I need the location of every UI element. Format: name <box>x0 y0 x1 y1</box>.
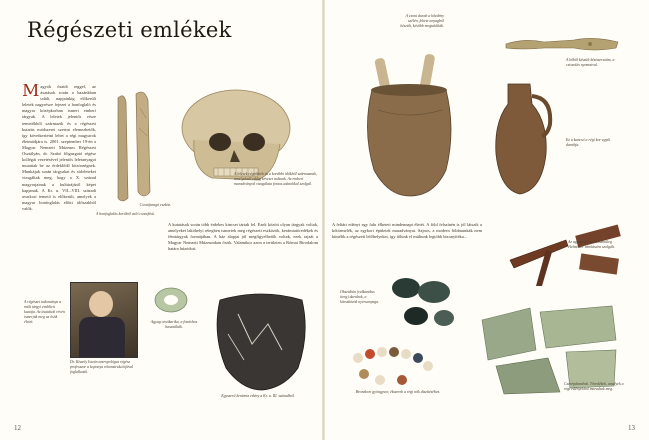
clay-ring-image <box>152 284 190 316</box>
right-column-text <box>332 222 482 270</box>
bone-tools-image <box>110 88 158 208</box>
page-number-right: 13 <box>628 424 635 432</box>
left-column-text <box>22 84 96 252</box>
researcher-face <box>89 291 113 317</box>
caption-sherds: Cserépdarabok. Töredékek, amelyek a régi edényekből maradtak meg. <box>564 382 624 391</box>
caption-skull: A leletek régebbiek és a korábbi időkből származnak, amelyekről eddig keveset tudtunk. Az emberi maradványok vizsgálata fontos adatokkal szolgál. <box>234 172 317 186</box>
caption-obsidian: Obszidián (vulkanikus üveg) darabok, a kőeszközök nyersanyaga. <box>340 290 380 304</box>
caption-person: Dr. Kiszely István antropológus régész professzor a koponya rekonstrukciójával foglalkozik. <box>70 360 134 374</box>
caption-antler: A kőből készült kéziszerszám, a csiszolás nyomaival. <box>566 58 615 67</box>
clay-pot-image <box>358 50 460 198</box>
iron-tools-image <box>506 220 626 290</box>
caption-comb: A honfoglalás korából való csontfésű. <box>96 212 155 216</box>
side-note: A régészet tudománya a múlt tárgyi emlékeit kutatja. Az ásatások révén ismerjük meg az ősök életét. <box>24 300 65 324</box>
caption-urn: Egyszerű kerámia edény a Kr. u. III. századból. <box>221 394 295 398</box>
researcher-photo <box>70 282 138 358</box>
page-gutter <box>322 0 325 440</box>
dropcap: M <box>22 84 40 101</box>
antler-tool-image <box>504 34 622 54</box>
caption-ring: Agyag orsókarika, a fonáshoz használták. <box>150 320 198 329</box>
right-paragraph: A feltárt edényt egy falu élhetett mindennapi életét. A föld felszínén is jól látszik a kőtörmelék, az egykori épületek maradványai. Sajnos, a modern földmunkák nem kímélik a régészeti lelőhelyeket, így tőlünk el múltunk legtöbb bizonyítéka... <box>332 222 482 240</box>
mid-paragraph-2: Valamikor azon a területen a Római Birodalom határa húzódott. <box>168 240 318 252</box>
caption-pot: A csont darab a kőedény szélén, fekete anyagból készült, később megtalálták. <box>400 14 444 28</box>
jug-image <box>490 74 556 198</box>
mid-paragraph-1: A kutatások során több érdekes kincset tártak fel. Ezek között olyan tárgyak voltak, amelyeket lakóhelyi rétegben ismertek meg régészeti eszközök, kerámiatöredékek és fémtárgyak formájában. A ház alapjai jól megfigyelhetők voltak, ezek rajzát a Magyar Nemzeti Múzeumban őrzik. <box>168 222 318 246</box>
left-paragraph: agyok ősatdi reggel, az ásatások során a hazánkban talált, napjainkig előkerült leletek nagyrésze fejezet a honfoglaló és magyar középkorban ismert emberi tárgyak. A leletek jelentős része temetőkből származik és a régészeti kutatás módszerei szerint elemezhetők, így következtetni lehet a régi magyarok életmódjára is. 2001. szeptember 19-én a Magyar Nemzeti Múzeum Régészeti Osztályán, dr. Szabó főigazgató régész kollégái vezetésével jelentős leletanyagot mutattak be az érdeklődő közönségnek. Munkájuk során tárgyakat és sírleleteket vizsgáltak meg, hogy a X. század magyarjainak a kultúrájáról képet kapjanak. A Kr. u. VII.–VIII. századi avarkori temető is előkerült, amelyek a magyar honfoglalás előtti időszakból valók. <box>22 84 96 211</box>
researcher-body <box>79 317 125 357</box>
mid-column-text <box>168 222 318 270</box>
page-number-left: 12 <box>14 424 21 432</box>
caption-tool: Csontfaragó eszköz. <box>139 203 171 207</box>
caption-beads: Bronzkori gyöngysor, ékszerek a régi nők díszítéséhez. <box>355 390 441 394</box>
obsidian-image <box>386 270 462 332</box>
caption-jug: Ez a kancsó a régi kor egyik darabja. <box>566 138 611 147</box>
page-title: Régészeti emlékek <box>27 18 232 42</box>
bead-necklace-image <box>350 344 442 388</box>
caption-big-jug: Az agyagedény valószínűleg élelmiszer tárolására szolgált. <box>568 240 616 249</box>
broken-urn-image <box>208 284 314 392</box>
